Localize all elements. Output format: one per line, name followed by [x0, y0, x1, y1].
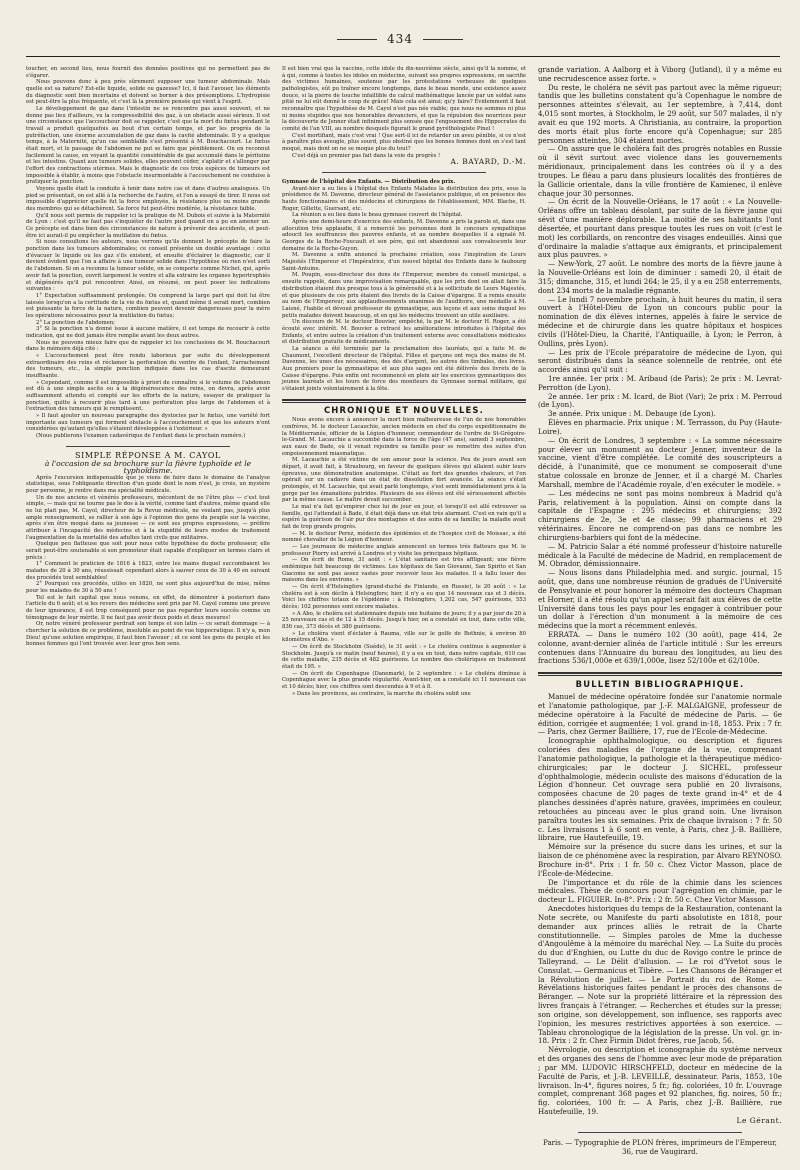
paragraph: — On écrit d'Helsingfors (grand-duché de Finlande, en Russie), le 20 août : « Le choléra est à son déclin à Helsingfors; hier, il n'y a eu que 14 nouveaux cas et 3 décès. Voici les chiffres totaux de l'épidémie : à Helsingfors, 1,202 cas, 547 guérisons, 553 décès; 102 personnes sont encore malades.	[282, 584, 526, 611]
paragraph: 3° Si la ponction n'a donné issue à aucune matière, il est temps de recourir à cette indication, qui ne doit jamais être remplie avant les deux autres.	[26, 326, 270, 339]
paragraph: Un discours de M. le docteur Bouvier, empêché, lu par M. le docteur H. Roger, a été écouté avec intérêt. M. Bouvier a retracé les améliorations introduites à l'hôpital des Enfants, et entre autres la création d'un traitement externe avec consultations médicales et distribution gratuite de médicaments.	[282, 319, 526, 346]
paragraph: 1° Expectation suffisamment prolongée. On comprend la large part qui doit lui être laissée lorsqu'on a la certitude de la vie du fœtus et, quand même il serait mort, combien est puissante la force de la nature, combien peuvent devenir dangereuses pour la mère les opérations nécessaires pour la mutilation du fœtus;	[26, 292, 270, 319]
paragraph: » Il faut ajouter un nouveau paragraphe des dystocies par le fœtus, une variété fort importante aux tumeurs qui forment obstacle à l'accouchement et que les auteurs n'ont considérées qu'autant qu'elles s'étaient développées à l'extérieur. »	[26, 412, 270, 433]
bibliography-entry: Iconographie ophthalmologique, ou description et figures coloriées des maladies de l'organe de la vue, comprenant l'anatomie pathologique, la pathologie et la thérapeutique médico-chirurgicales; par le docteur J. SICHEL, professeur d'ophthalmologie, médecin oculiste des maisons d'éducation de la Légion d'honneur. Cet ouvrage sera publié en 20 livraisons, composées chacune de 20 pages de texte grand in-4° et de 4 planches dessinées d'après nature, gravées, imprimées en couleur, retouchées au pinceau avec le plus grand soin. Une livraison paraîtra toutes les six semaines. Prix de chaque livraison : 7 fr. 50 c. Les livraisons 1 à 6 sont en vente, à Paris, chez J.-B. Baillière, libraire, rue Hautefeuille, 19.	[538, 736, 782, 843]
paragraph: M. Davenne a enfin annoncé la prochaine création, sous l'inspiration de Leurs Majestés l'Empereur et l'Impératrice, d'un nouvel hôpital des Enfants dans le faubourg Saint-Antoine.	[282, 252, 526, 272]
paragraph: 1re année. 1er prix : M. Aribaud (de Paris); 2e prix : M. Levrat-Perrotton (de Lyon).	[538, 373, 782, 392]
printer-imprint: Paris. — Typographie de PLON frères, imprimeurs de l'Empereur, 36, rue de Vaugirard.	[543, 1138, 777, 1156]
errata: ERRATA. — Dans le numéro 102 (30 août), page 414, 2e colonne, avant-dernier alinéa de l'article intitulé : Sur les erreurs contenues dans l'Annuaire du bureau des longitudes, au lieu des fractions 536/1,000e et 639/1,000e, lisez 52/100e et 62/100e.	[538, 630, 782, 666]
paragraph: Le développement de gaz dans l'intestin ne se rencontre pas aussi souvent, et ne donne pas lieu d'ailleurs, vu la compressibilité des gaz, à un obstacle aussi sérieux. Il est une circonstance que l'accoucheur doit se rappeler, c'est que la mort du fœtus pendant le travail a produit quelquefois au bout d'un certain temps, et par les progrès de la putréfaction, une énorme accumulation de gaz dans la cavité abdominale. Il y a quelque temps, à la Maternité, qu'un cas semblable s'est présenté à M. Bouchacourt. Le fœtus était mort, et le passage de l'abdomen ne put se faire que péniblement. On en reconnut facilement la cause, en voyant la quantité considérable de gaz accumulé dans le péritoine et les intestins. Quant aux tumeurs solides, elles peuvent céder, s'aplatir et s'allonger par l'effort des contractions utérines. Mais le diagnostic de ces trois espèces de tumeurs est impossible à établir, à moins que l'obstacle insurmontable à l'accouchement ne conduise à pratiquer la ponction.	[26, 106, 270, 186]
paragraph: Après l'excursion indispensable que je viens de faire dans le domaine de l'analyse statistique, sous l'obligeante direction d'un guide dont le nom n'est, je crois, un mystère pour personne, je rentre dans ma spécialité médicale.	[26, 474, 270, 494]
paragraph: « L'accouchement peut être rendu laborieux par suite du développement extraordinaire des reins et réclamer la perforation du ventre de l'enfant, l'arrachement des tumeurs, etc., la simple ponction indiquée dans les cas d'ascite demeurant insuffisante.	[26, 352, 270, 379]
header-rule	[26, 56, 780, 57]
paragraph: Après une demi-heure d'exercice des enfants, M. Davenne a pris la parole et, dans une allocution très applaudie, il a remercié les personnes dont le concours sympathique adoucit les souffrances des pauvres enfants, et au nombre desquelles il a signalé M. Georges de la Roche-Foucault et son père, qui ont abandonné aux convalescents leur domaine de la Roche-Guyon.	[282, 219, 526, 252]
section-rule	[538, 672, 782, 676]
column-2	[282, 66, 526, 1156]
column-1	[26, 66, 270, 1156]
paragraph: 3e année. Prix unique : M. Debauge (de Lyon).	[548, 409, 716, 419]
paragraph: Tel est le fait capital que nous venons, en effet, de démontrer à posteriori dans l'article du 6 août; et si les revers des médecins sont pris par M. Cayol comme une preuve de leur ignorance, il est trop conséquent pour ne pas regarder leurs succès comme un témoignage de leur mérite. Il ne faut pas avoir deux poids et deux mesures!	[26, 594, 270, 621]
gerant-signature: Le Gérant.	[736, 1115, 782, 1125]
section-rule	[282, 399, 526, 403]
paragraph: — On écrit de Rome, 31 août : « L'état sanitaire est très affligeant; une fièvre endémique fait beaucoup de victimes. Les hôpitaux de San Giovanni, San Spirito et San Giacomo ne sont pas assez vastes pour recevoir tous les malades. Il a fallu louer des maisons dans les environs. »	[282, 557, 526, 584]
paragraph: C'est déjà un premier pas fait dans la voie du progrès !	[292, 152, 441, 159]
paragraph: Si nous consultons les auteurs, nous verrons qu'ils donnent le précepte de faire la ponction dans les tumeurs abdominales; ce conseil présente un double avantage : celui d'évacuer le liquide ou les gaz s'ils existent, et ensuite d'éclairer le diagnostic, car il devient évident que l'on a affaire à une tumeur solide dans l'hypothèse où rien n'est sorti de l'abdomen. Si on a reconnu la tumeur solide, on se comporte comme Nichet, qui, après avoir fait la ponction, ouvrit largement le ventre et alla extraire les organes hypertrophiés et dégénérés qu'il put rencontrer. Ainsi, en résumé, on peut poser les indications suivantes :	[26, 239, 270, 293]
paragraph: La réunion a eu lieu dans le beau gymnase couvert de l'hôpital.	[292, 212, 463, 219]
paragraph: toucher, en second lieu, nous fournit des données positives qui ne permettent pas de s'égarer.	[26, 66, 270, 79]
article-title: SIMPLE RÉPONSE A M. CAYOL	[75, 450, 221, 460]
paragraph: — M. le docteur Perez, médecin des épidémies et de l'hospice civil de Moissac, a été nommé chevalier de la Légion d'honneur.	[282, 530, 526, 544]
paragraph: Du reste, le choléra ne sévit pas partout avec la même rigueur; tandis que les bulletins constatent qu'à Copenhague le nombre de personnes atteintes s'élevait, au 1er septembre, à 7,414, dont 4,015 sont mortes, à Stockholm, le 29 août, sur 507 malades, il n'y avait eu que 192 morts. A Christiania, au contraire, la proportion des morts était plus forte encore qu'à Copenhague; sur 285 personnes atteintes, 304 étaient mortes.	[538, 82, 782, 145]
paragraph: M. Poupin, sous-directeur des dons de l'Empereur, membre du conseil municipal, a ensuite rappelé, dans une improvisation remarquable, que les prix dont on allait faire la distribution étaient dus presque tous à la générosité et à la sollicitude de Leurs Majestés, et que plusieurs de ces prix étaient des livrets de la Caisse d'épargne. Il a remis ensuite au nom de l'Empereur, aux applaudissements unanimes de l'auditoire, une médaille à M. Laisné, l'habile et dévoué professeur de gymnastique, aux leçons et aux soins duquel les petits malades doivent beaucoup, et en qui les médecins trouvent un utile auxiliaire.	[282, 272, 526, 319]
bibliography-entry: De l'importance et du rôle de la chimie dans les sciences médicales. Thèse de concours pour l'agrégation en chimie, par le docteur L. FIGUIER. In-8°. Prix : 2 fr. 50 c. Chez Victor Masson.	[538, 877, 782, 905]
paragraph: Nous ne pouvons mieux faire que de rappeler ici les conclusions de M. Bouchacourt dans le mémoire déjà cité :	[26, 339, 270, 353]
paragraph: — Les médecins ne sont pas moins nombreux à Madrid qu'à Paris, relativement à la population. Ainsi on compte dans la capitale de l'Espagne : 295 médecins et chirurgiens; 392 chirurgiens de 2e, 3e et 4e classe; 99 pharmaciens et 29 vétérinaires. Encore ne comprend-on pas dans ce nombre les chirurgiens-barbiers qui font de la médecine.	[538, 488, 782, 542]
paragraph: » Le choléra vient d'éclater à Rauma, ville sur le golfe de Bothnie, à environ 80 kilomètres d'Abo. »	[282, 630, 526, 644]
paragraph: — On écrit de Stockholm (Suède), le 31 août : « Le choléra continue à augmenter à Stockholm. Jusqu'à ce matin (neuf heures), il y a eu en tout, dans notre capitale, 610 cas de cette maladie, 235 décès et 482 guérisons. Le nombre des cholériques en traitement était de 195. »	[282, 644, 526, 671]
paragraph: Or, notre vénéré professeur perdrait son temps et son latin — ce serait dommage — à chercher la solution de ce problème, insoluble au point de vue hippocratique. Il n'y a, mon Dieu! qu'une solution empirique, il faut bien l'avouer ; et ce sont les gens du peuple et les bonnes femmes qui l'ont trouvée avec leur gros bon sens.	[26, 621, 270, 648]
paragraph: — M. Patricio Salar a été nommé professeur d'histoire naturelle médicale à la Faculté de médecine de Madrid, en remplacement de M. Obrador, démissionnaire.	[538, 541, 782, 569]
paragraph: M. Lacauchie a été victime de son amour pour la science. Peu de jours avant son départ, il avait fait, à Strasbourg, en faveur de quelques élèves qui allaient subir leurs épreuves, une démonstration anatomique. C'était au fort des grandes chaleurs, et l'on opérait sur un cadavre dans un état de dissolution fort avancée. La séance s'était prolongée, et M. Lacauchie, qui avait parlé longtemps, s'est senti immédiatement pris à la gorge par les émanations putrides. Plusieurs de ses élèves ont été sérieusement affectés par la même cause. Le maître devait succomber.	[282, 457, 526, 504]
paragraph: Il est bien vrai que la vaccine, cette idole du dix-neuvième siècle, ainsi qu'il la nomme, et à qui, comme à toutes les idoles en médecine, suivant ses propres expressions, on sacrifie des victimes humaines, soutenue par les protestations verbeuses de quelques pathologistes, eût pu traîner encore longtemps, dans le beau monde, une existence assez douce, si la pierre de touche infaillible du calcul mathématique lancée par un soldat sans pitié ne lui eût donné le coup de grâce! Mais cela est ainsi; qu'y faire? Évidemment il faut reconnaître que l'hypothèse de M. Cayol n'est pas née viable; que nous ne sommes ni plus ni moins stupides que nos honorables devanciers, et que la répulsion des nourrices pour la découverte de Jenner était infiniment plus sensée que l'engouement des Hippocrates du comité de l'an VIII, au nombre desquels figurait le grand pyréthologiste Pinel !	[282, 66, 526, 133]
paragraph: La séance a été terminée par la proclamation des lauréats, qui a faite M. de Chaumont, l'excellent directeur de l'hôpital. Filles et garçons ont reçu des mains de M. Davenne, les unes des nécessaires, des dés d'argent, les autres des timbales, des livres. Aux premiers pour la gymnastique et aux plus sages ont été délivrés des livrets de la Caisse d'épargne. Puis enfin ont recommencé en plein air les exercices gymnastiques des jeunes lauréats et les tours de force des moniteurs du Gymnase normal militaire, qui s'étaient joints volontairement à la fête.	[282, 345, 526, 392]
paragraph: 2° Pourquoi ces procédés, utiles en 1820, ne sont plus aujourd'hui de mise, même pour les malades de 30 à 50 ans !	[26, 581, 270, 595]
paragraph: — Les journaux de médecine anglais annoncent en termes très flatteurs que M. le professeur Piorry est arrivé à Londres et y visite les principaux hôpitaux.	[282, 544, 526, 557]
paragraph: — Nous lisons dans Philadelphia med. and surgic. journal, 15 août, que, dans une nombreuse réunion de gradués de l'Université de Pensylvanie et pour honorer la mémoire des docteurs Chapman et Horner, il a été résolu qu'un appel serait fait aux élèves de cette Université dans tous les pays pour les engager à contribuer pour un dollar à l'érection d'un monument à la mémoire de ces médecins que la mort a récemment enlevés.	[538, 568, 782, 631]
divider	[578, 1132, 742, 1133]
column-3	[538, 66, 782, 1156]
article-title: Gymnase de l'hôpital des Enfants. — Distribution des prix.	[282, 179, 456, 186]
bibliography-entry: Manuel de médecine opératoire fondée sur l'anatomie normale et l'anatomie pathologique, par J.-F. MALGAIGNE, professeur de médecine opératoire à la Faculté de médecine de Paris. — 6e édition, corrigée et augmentée; 1 vol. grand in-18, 1853. Prix : 7 fr. — Paris, chez Germer Baillière, 17, rue de l'Ecole-de-Médecine.	[538, 692, 782, 737]
paragraph: (Nous publierons l'examen cadavérique de l'enfant dans le prochain numéro.)	[36, 432, 246, 439]
paragraph: Voyons quelle était la conduite à tenir dans notre cas et dans d'autres analogues. Un pied se présentait, on est allé à la recherche de l'autre, et l'on a essayé de tirer. Il nous est impossible d'apprécier quelle fut la force employée, la résistance plus ou moins grande des membres qui se détachèrent. Sa force fut peut-être modérée, la résistance faible.	[26, 186, 270, 213]
paragraph: Nous avons encore à annoncer la mort bien malheureuse de l'un de nos honorables confrères, M. le docteur Lacauchie, ancien médecin en chef du corps expéditionnaire de la Méditerranée, officier de la Légion d'honneur, commandeur de l'ordre de St-Grégoire-le-Grand. M. Lacauchie a succombé dans la force de l'âge (47 ans), samedi 3 septembre, aux eaux de Bade, où il venait rejoindre sa famille pour se remettre des suites d'un empoisonnement miasmatique.	[282, 417, 526, 457]
paragraph: — Le lundi 7 novembre prochain, à huit heures du matin, il sera ouvert à l'Hôtel-Dieu de Lyon un concours public pour la nomination de dix élèves internes, appelés à faire le service de médecine et de chirurgie dans les quatre hôpitaux et hospices civils (l'Hôtel-Dieu, la Charité, l'Antiquaille, à Lyon; le Perron, à Oullins, près Lyon).	[538, 294, 782, 348]
bibliography-entry: Mémoire sur la présence du sucre dans les urines, et sur la liaison de ce phénomène avec la respiration, par Alvaro REYNOSO. Brochure in-8°. Prix : 1 fr. 50 c. Chez Victor Masson, place de l'École-de-Médecine.	[538, 842, 782, 878]
paragraph: 1° Comment le praticien de 1816 à 1823, entre les mains duquel succombaient les malades de 20 à 30 ans, réussissait cependant alors à sauver ceux de 30 à 40 en suivant des procédés tout semblables!	[26, 561, 270, 581]
section-title: CHRONIQUE ET NOUVELLES.	[323, 404, 485, 415]
author-signature: A. BAYARD, D.-M.	[450, 157, 526, 167]
paragraph: grande variation. A Aalborg et à Viborg (Jutland), il y a même eu une recrudescence assez forte. »	[538, 65, 782, 83]
page-number: 434	[0, 32, 800, 46]
paragraph: — New-York, 27 août. Le nombre des morts de la fièvre jaune à la Nouvelle-Orléans est loin de diminuer : samedi 20, il était de 315; dimanche, 315, et lundi 264; le 25, il y a eu 258 enterrements, dont 234 morts de la maladie régnante.	[538, 259, 782, 295]
paragraph: » Dans les provinces, au contraire, la marche du choléra subit une	[292, 690, 471, 697]
paragraph: » Cependant, comme il est impossible à priori de connaître si le volume de l'abdomen est dû à une simple ascite ou à la dégénérescence des reins, on devra, après avoir suffisamment attendu et compté sur les efforts de la nature, essayer de pratiquer la ponction, quitte à recourir plus tard à une perforation plus large de l'abdomen et à l'extraction des tumeurs qui le remplissent.	[26, 379, 270, 413]
paragraph: Qu'il nous soit permis de rappeler ici la pratique de M. Dubois et suivie à la Maternité de Lyon : c'est qu'il ne faut pas s'inquiéter de l'autre pied quand on a pu en amener un. Ce précepte est dans bien des circonstances de nature à prévenir des accidents, et peut-être ici aurait-il pu empêcher la mutilation du fœtus.	[26, 212, 270, 239]
paragraph: Nous pouvons donc à peu près sûrement supposer une tumeur abdominale. Mais quelle est sa nature? Est-elle liquide, solide ou gazeuse? Ici, il faut l'avouer, les éléments du diagnostic sont bien incertains et doivent se borner à des présomptions. L'hydropisie est peut-être la plus fréquente, et c'est là la première pensée qui vient à l'esprit.	[26, 79, 270, 106]
paragraph: — On écrit de la Nouvelle-Orléans, le 17 août : « La Nouvelle-Orléans offre un tableau désolant, par suite de la fièvre jaune qui sévit d'une manière déplorable. La moitié de ses habitants l'ont désertée, et pourtant dans presque toutes les rues on voit (c'est le mot) les corbillards, on rencontre des visages endeuillés. Ainsi que d'ordinaire la maladie s'attaque aux émigrants, et principalement aux plus pauvres. »	[538, 197, 782, 260]
paragraph: 2e année. 1er prix : M. Icard, de Biot (Var); 2e prix : M. Perroud (de Lyon).	[538, 391, 782, 410]
article-subtitle: à l'occasion de sa brochure sur la fièvre typhoïde et le typhoïdisme.	[44, 459, 252, 475]
paragraph: Le mal n'a fait qu'empirer chez lui de jour en jour, et lorsqu'il est allé retrouver sa famille, qui l'attendait à Bade, il était déjà dans un état très alarmant. C'est en vain qu'il a espéré la guérison de l'air pur des montagnes et des soins de sa famille; la maladie avait fait de trop grands progrès.	[282, 503, 526, 530]
columns	[26, 66, 782, 1156]
paragraph: » A Abo, le choléra est stationnaire depuis une huitaine de jours; il y a par jour de 20 à 25 nouveaux cas et de 12 à 15 décès. Jusqu'à hier, on a constaté en tout, dans cette ville, 836 cas, 373 décès et 380 guérisons.	[282, 610, 526, 631]
paragraph: Quelque peu flatteuse que soit pour nous cette hypothèse du docte professeur, elle serait peut-être soutenable si son promoteur était capable d'expliquer en termes clairs et précis :	[26, 541, 270, 561]
paragraph: — On écrit de Copenhague (Danemark), le 2 septembre : « Le choléra diminue à Copenhague avec la plus grande régularité. Avant-hier, on a constaté ici 11 nouveaux cas et 10 décès; hier, ces chiffres sont descendus à 9 et à 8.	[282, 670, 526, 691]
paragraph: 2° La ponction de l'abdomen;	[36, 319, 115, 326]
divider	[322, 172, 486, 173]
bibliography-entry: Névrologie, ou description et iconographie du système nerveux et des organes des sens de l'homme avec leur mode de préparation ; par MM. LUDOVIC HIRSCHFELD, docteur en médecine de la Faculté de Paris, et J.-B. LEVEILLÉ, dessinateur. Paris, 1853, 10e livraison. In-4°, figures noires, 5 fr.; fig. coloriées, 10 fr. L'ouvrage complet, comprenant 368 pages et 92 planches, fig. noires, 50 fr.; fig. coloriées, 100 fr. — A Paris, chez J.-B. Baillière, rue Hautefeuille, 19.	[538, 1045, 782, 1117]
paragraph: Un de nos anciens et vénérés professeurs, mécontent de ne l'être plus — c'est tout simple, — mais qui ne tourne pas le dos à la vérité, comme tant d'autres, même quand elle ne lui plait pas, M. Cayol, directeur de la Revue médicale, ne voulant pas, jusqu'à plus ample renseignement, se rallier à son âge à l'opinion des gens du peuple sur la vaccine, après s'en être moqué dans sa jeunesse — ce sont ses propres expressions, — préfère attribuer à l'incapacité des médecins et à la stupidité de leurs modes de traitement l'augmentation de la mortalité des adultes tant civils que militaires.	[26, 494, 270, 541]
paragraph: C'est mortifiant, mais c'est vrai ! Que sert-il ici de retarder un aveu pénible, si ce n'est à paraître plus aveugle, plus sourd, plus obstiné que les bonnes femmes dont on s'est tant moqué, mais dont on ne se moque plus du tout?	[282, 132, 526, 153]
paragraph: — On écrit de Londres, 3 septembre : « La somme nécessaire pour élever un monument au docteur Jenner, inventeur de la vaccine, vient d'être complétée. Le comité des souscripteurs a décidé, à l'unanimité, que ce monument se composerait d'une statue colossale en bronze de Jenner, et il a chargé M. Charles Marshall, membre de l'Académie royale, d'en exécuter le modèle. »	[538, 435, 782, 489]
section-title: BULLETIN BIBLIOGRAPHIQUE.	[575, 679, 745, 690]
divider	[66, 446, 230, 447]
paragraph: — On assure que le choléra fait des progrès notables en Russie où il sévit surtout avec violence dans les gouvernements méridionaux, principalement dans les contrées où il y a des troupes. Le fléau a paru dans plusieurs localités des frontières de la Gallicie orientale, dans la ville frontière de Kamienec, il enlève chaque jour 30 personnes.	[538, 144, 782, 198]
paragraph: Élèves en pharmacie. Prix unique : M. Terrasson, du Puy (Haute-Loire).	[538, 418, 782, 436]
paragraph: — Les prix de l'Ecole préparatoire de médecine de Lyon, qui seront distribués dans la séance solennelle de rentrée, ont été accordés ainsi qu'il suit :	[538, 347, 782, 375]
bibliography-entry: Anecdotes historiques du temps de la Restauration, contenant la Note secrète, ou Manifeste du parti absolutiste en 1818, pour demander aux princes alliés le retrait de la Charte constitutionnelle. — Simples paroles de Mme la duchesse d'Angoulême à la mémoire du maréchal Ney. — La Suite du procès du duc d'Enghien, ou Lutte du duc de Rovigo contre le prince de Talleyrand. — Le Délit d'allusion. — Le roi d'Yvetot sous le Consulat. — Germanicus et Tibère. — Les Chansons de Béranger et la Révolution de juillet. — Le Portrait du roi de Rome. — Révélations historiques faites pendant le procès des chansons de Béranger. — Note sur la propriété littéraire et la répression des livres français à l'étranger. — Recherches et études sur la presse; son origine, son développement, son influence, ses rapports avec l'opinion, les mesures restrictives apportées à son exercice. — Tableau chronologique de la législation de la presse. Un vol. gr. in-18. Prix : 2 fr. Chez Firmin Didot frères, rue Jacob, 56.	[538, 904, 782, 1046]
paragraph: Avant-hier a eu lieu à l'hôpital des Enfants Malades la distribution des prix, sous la présidence de M. Davenne, directeur général de l'assistance publique, et en présence des hauts fonctionnaires et des médecins et chirurgiens de l'établissement, MM. Blache, H. Roger, Gillette, Guersant, etc.	[282, 185, 526, 212]
